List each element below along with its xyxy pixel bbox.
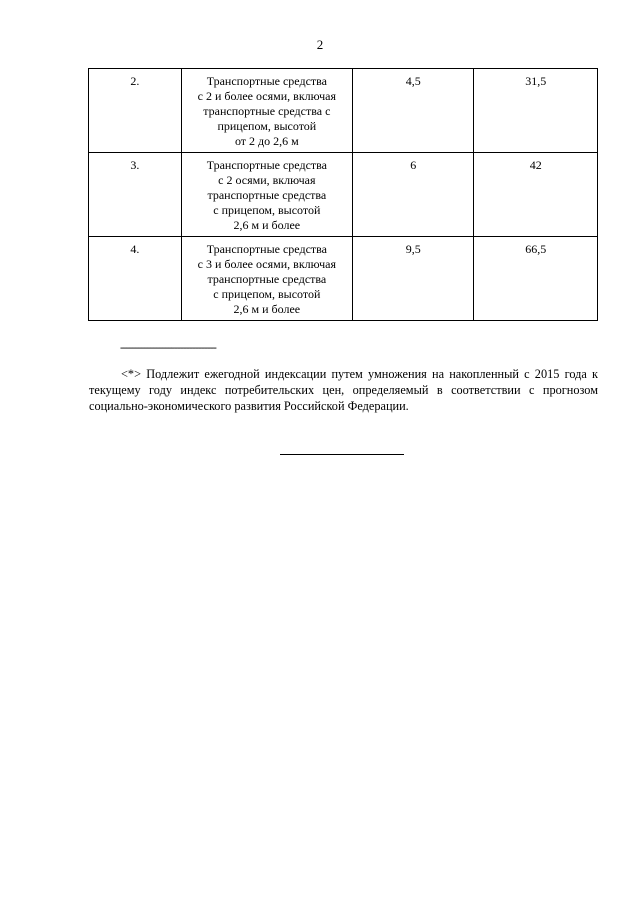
footnote-separator: -------------------------------- [120,340,216,354]
value-2: 31,5 [474,69,598,153]
description-line: транспортные средства [207,188,327,202]
description-line: Транспортные средства [206,74,327,88]
description-line: 2,6 м и более [233,218,301,232]
value-1: 6 [353,153,474,237]
value-2: 66,5 [474,237,598,321]
vehicle-description [181,237,352,321]
description-line: Транспортные средства [206,242,327,256]
table-row [89,237,598,321]
description-line: с 2 и более осями, включая [197,89,337,103]
row-number: 4. [89,237,182,321]
row-number: 2. [89,69,182,153]
row-number: 3. [89,153,182,237]
end-of-document-rule [280,454,404,455]
description-line: от 2 до 2,6 м [234,134,299,148]
page-number: 2 [316,37,324,52]
description-line: с 3 и более осями, включая [197,257,337,271]
value-1: 4,5 [353,69,474,153]
rates-table [88,68,598,321]
description-line: Транспортные средства [206,158,327,172]
description-line: прицепом, высотой [217,119,317,133]
description-line: с прицепом, высотой [213,203,321,217]
description-line: с 2 осями, включая [218,173,316,187]
table-row [89,69,598,153]
description-line: транспортные средства с [203,104,331,118]
description-line: транспортные средства [207,272,327,286]
table-row [89,153,598,237]
vehicle-description [181,153,352,237]
value-1: 9,5 [353,237,474,321]
footnote-text: <*> Подлежит ежегодной индексации путем умножения на накопленный с 2015 года к текущему году индекс потребительских цен, определяемый в соответствии с прогнозом социально-экономического развития Российской Федерации. [89,367,598,413]
vehicle-description [181,69,352,153]
value-2: 42 [474,153,598,237]
description-line: с прицепом, высотой [213,287,321,301]
description-line: 2,6 м и более [233,302,301,316]
